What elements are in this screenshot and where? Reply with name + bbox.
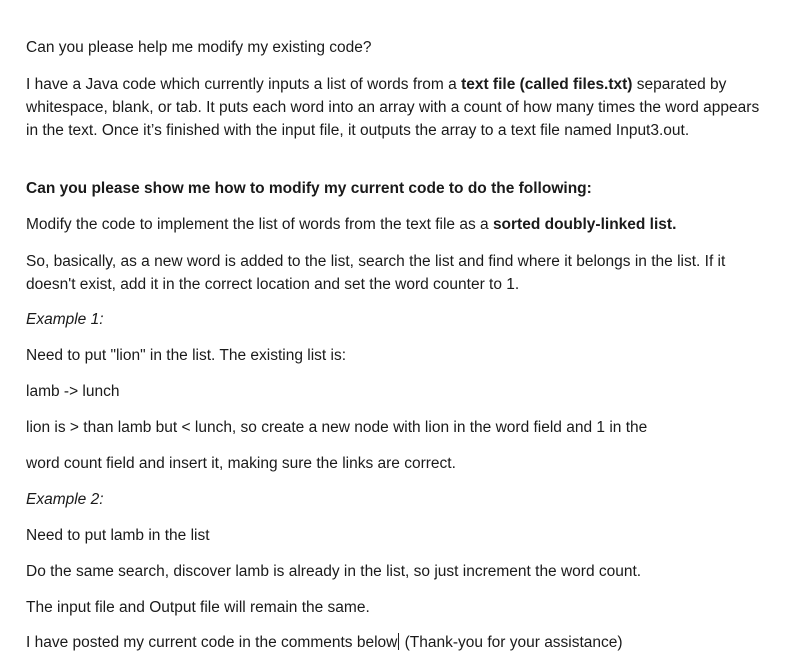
example-2-step-text: Do the same search, discover lamb is already in the list, so just increment the word count. <box>26 563 642 580</box>
description-text-cont: separated by whitespace, blank, or tab. It puts each word into an array with a count of how many times the word appears in the text. Once it’s finished with the input file, it outputs the array to a text file named Input3.out. <box>26 76 760 139</box>
example-1-label <box>26 308 766 331</box>
explanation <box>26 250 766 296</box>
existing-list-text: lamb -> lunch <box>26 383 120 400</box>
code-description <box>26 73 766 142</box>
intro-text: Can you please help me modify my existing code? <box>26 39 372 56</box>
description-text: I have a Java code which currently inputs a list of words from a <box>26 76 462 93</box>
example-1-step-cont <box>26 452 766 475</box>
example-1-prompt-text: Need to put "lion" in the list. The existing list is: <box>26 347 347 364</box>
example-2-label <box>26 488 766 511</box>
example-1-step <box>26 416 766 439</box>
example-2-prompt-text: Need to put lamb in the list <box>26 527 210 544</box>
request-heading-text: Can you please show me how to modify my current code to do the following: <box>26 180 592 197</box>
example-1-prompt <box>26 344 766 367</box>
modification-request <box>26 213 766 236</box>
modification-text: Modify the code to implement the list of words from the text file as a <box>26 216 493 233</box>
example-2-prompt <box>26 524 766 547</box>
example-2-step <box>26 560 766 583</box>
example-2-text: Example 2: <box>26 491 104 508</box>
closing-thanks: (Thank-you for your assistance) <box>400 634 623 651</box>
file-note <box>26 596 766 619</box>
example-1-step-cont-text: word count field and insert it, making sure the links are correct. <box>26 455 456 472</box>
example-1-text: Example 1: <box>26 311 104 328</box>
file-note-text: The input file and Output file will remain the same. <box>26 599 370 616</box>
request-heading <box>26 177 766 200</box>
file-name-emphasis: text file (called files.txt) <box>461 76 633 93</box>
closing-text: I have posted my current code in the comments below <box>26 634 398 651</box>
explanation-text: So, basically, as a new word is added to the list, search the list and find where it belongs in the list. If it doesn't exist, add it in the correct location and set the word counter to 1. <box>26 253 726 293</box>
closing-note <box>26 631 766 654</box>
question-intro <box>26 36 766 59</box>
existing-list <box>26 380 766 403</box>
sorted-list-emphasis: sorted doubly-linked list. <box>492 216 677 233</box>
example-1-step-text: lion is > than lamb but < lunch, so create a new node with lion in the word field and 1 in the <box>26 419 648 436</box>
